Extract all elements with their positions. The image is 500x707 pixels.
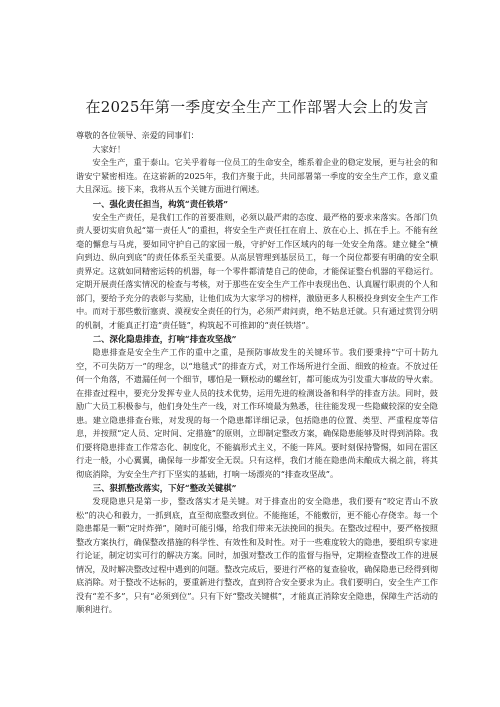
greeting: 大家好！ (92, 143, 126, 154)
salutation: 尊敬的各位领导、亲爱的同事们： (76, 130, 199, 140)
section-body: 安全生产责任，是我们工作的首要准则，必须以最严肃的态度、最严格的要求来落实。各部门负责人要切实肩负起“第一责任人”的重担，将安全生产责任扛在肩上、放在心上、抓在手上。不能有丝毫的懈怠与马虎，要如同守护自己的家园一般，守护好工作区域内的每一处安全角落。建立健全“横向到边、纵向到底”的责任体系至关重要。从高层管理到基层员工，每一个岗位都要有明确的安全职责界定。这就如同精密运转的机器，每一个零件都清楚自己的使命，才能保证整台机器的平稳运行。定期开展责任落实情况的检查与考核，对于那些在安全生产工作中表现出色、认真履行职责的个人和部门，要给予充分的表彰与奖励，让他们成为大家学习的榜样，激励更多人积极投身到安全生产工作中。而对于那些敷衍塞责、漠视安全责任的行为，必须严肃问责，绝不姑息迁就。只有通过赏罚分明的机制，才能真正打造“责任链”，构筑起不可推卸的“责任铁塔”。 (76, 211, 438, 330)
section-hazard-inspection (76, 332, 438, 481)
section-responsibility (76, 197, 438, 333)
document-title: 在2025年第一季度安全生产工作部署大会上的发言 (85, 98, 429, 116)
section-heading: 一、强化责任担当，构筑“责任铁塔” (92, 198, 229, 209)
section-heading: 二、深化隐患排查，打响“排查攻坚战” (92, 334, 237, 344)
section-body: 发现隐患只是第一步，整改落实才是关键。对于排查出的安全隐患，我们要有“咬定青山不放松”的决心和毅力，一抓到底，直至彻底整改到位。不能拖延，不能敷衍，更不能心存侥幸。每一个隐患都是一颗“定时炸弹”，随时可能引爆，给我们带来无法挽回的损失。在整改过程中，要严格按照整改方案执行，确保整改措施的科学性、有效性和及时性。对于一些难度较大的隐患，要组织专家进行论证，制定切实可行的解决方案。同时，加强对整改工作的监督与指导，定期检查整改工作的进展情况，及时解决整改过程中遇到的问题。整改完成后，要进行严格的复查验收，确保隐患已经得到彻底消除。对于整改不达标的，要重新进行整改，直到符合安全要求为止。我们要明白，安全生产工作没有“差不多”，只有“必须到位”。只有下好“整改关键棋”，才能真正消除安全隐患，保障生产活动的顺利进行。 (76, 496, 438, 614)
section-body: 隐患排查是安全生产工作的重中之重，是预防事故发生的关键环节。我们要秉持“宁可十防九空，不可失防万一”的理念，以“地毯式”的排查方式，对工作场所进行全面、细致的检查。不放过任何一个角落，不遗漏任何一个细节，哪怕是一颗松动的螺丝钉，都可能成为引发重大事故的导火索。在排查过程中，要充分发挥专业人员的技术优势，运用先进的检测设备和科学的排查方法。同时，鼓励广大员工积极参与，他们身处生产一线，对工作环境最为熟悉，往往能发现一些隐藏较深的安全隐患。建立隐患排查台账，对发现的每一个隐患都详细记录，包括隐患的位置、类型、严重程度等信息，并按照“定人员、定时间、定措施”的原则，立即制定整改方案，确保隐患能够及时得到消除。我们要将隐患排查工作常态化、制度化，不能搞形式主义，不能一阵风。要时刻保持警惕，如同在雷区行走一般，小心翼翼，确保每一步都安全无误。只有这样，我们才能在隐患尚未酿成大祸之前，将其彻底消除，为安全生产打下坚实的基础，打响一场漂亮的“排查攻坚战”。 (76, 347, 438, 479)
intro-paragraph: 安全生产，重于泰山。它关乎着每一位员工的生命安全，维系着企业的稳定发展，更与社会的和谐安宁紧密相连。在这崭新的2025年，我们齐聚于此，共同部署第一季度的安全生产工作，意义重大且深远。接下来，我将从五个关键方面进行阐述。 (76, 157, 438, 194)
section-rectification (76, 481, 438, 617)
section-heading: 三、狠抓整改落实，下好“整改关键棋” (92, 483, 237, 493)
